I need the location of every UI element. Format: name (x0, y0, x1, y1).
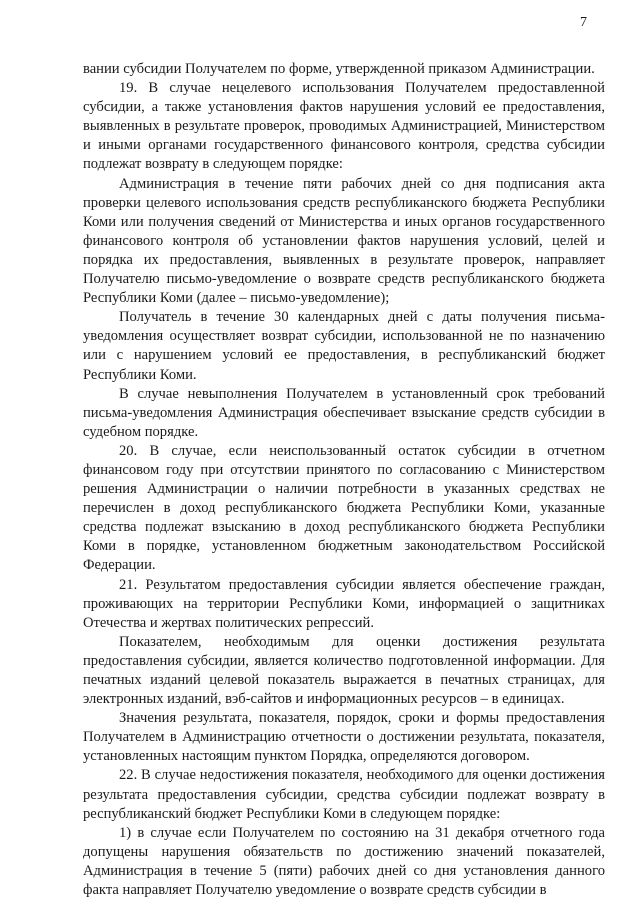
paragraph-indicator: Показателем, необходимым для оценки достижения результата предоставления субсидии, является количество подготовленной информации. Для печатных изданий целевой показатель выражается в печатных страницах, для электронных изданий, вэб-сайтов и информационных ресурсов – в единицах. (83, 633, 605, 708)
paragraph-values-reporting: Значения результата, показателя, порядок, сроки и формы предоставления Получателем в Администрацию отчетности о достижении результата, показателя, установленных настоящим пунктом Порядка, определяются договором. (83, 710, 605, 765)
paragraph-clause-22: 22. В случае недостижения показателя, необходимого для оценки достижения результата предоставления субсидии, средства субсидии подлежат возврату в республиканский бюджет Республики Коми в следующем порядке: (83, 767, 605, 822)
paragraph-clause-19: 19. В случае нецелевого использования Получателем предоставленной субсидии, а также установления фактов нарушения условий ее предоставления, выявленных в результате проверок, проводимых Администрацией, Министерством и иными органами государственного финансового контроля, средства субсидии подлежат возврату в следующем порядке: (83, 80, 605, 173)
paragraph-administration-notice: Администрация в течение пяти рабочих дней со дня подписания акта проверки целевого использования средств республиканского бюджета Республики Коми или получения сведений от Министерства и иных органов государственного финансового контроля об установлении фактов нарушения условий, целей и порядка их предоставления, выявленных в результате проверок, направляет Получателю письмо-уведомление о возврате средств республиканского бюджета Республики Коми (далее – письмо-уведомление); (83, 175, 605, 307)
paragraph-clause-20: 20. В случае, если неиспользованный остаток субсидии в отчетном финансовом году при отсутствии принятого по согласованию с Министерством решения Администрации о наличии потребности в указанных средствах не перечислен в доход республиканского бюджета Республики Коми, указанные средства подлежат взысканию в доход республиканского бюджета Республики Коми в порядке, установленном бюджетным законодательством Российской Федерации. (83, 442, 605, 574)
paragraph-item-1: 1) в случае если Получателем по состоянию на 31 декабря отчетного года допущены нарушения обязательств по достижению значений показателей, Администрация в течение 5 (пяти) рабочих дней со дня установления данного факта направляет Получателю уведомление о возврате средств субсидии в (83, 824, 605, 899)
paragraph-recipient-return: Получатель в течение 30 календарных дней с даты получения письма-уведомления осуществляет возврат субсидии, использованной не по назначению или с нарушением условий ее предоставления, в республиканский бюджет Республики Коми. (83, 309, 605, 383)
paragraph-continuation: вании субсидии Получателем по форме, утвержденной приказом Администрации. (83, 61, 595, 77)
paragraph-court-recovery: В случае невыполнения Получателем в установленный срок требований письма-уведомления Администрация обеспечивает взыскание средств субсидии в судебном порядке. (83, 385, 605, 440)
document-body (83, 60, 605, 900)
paragraph-clause-21: 21. Результатом предоставления субсидии является обеспечение граждан, проживающих на территории Республики Коми, информацией о защитниках Отечества и жертвах политических репрессий. (83, 576, 605, 631)
page-number: 7 (580, 15, 587, 30)
